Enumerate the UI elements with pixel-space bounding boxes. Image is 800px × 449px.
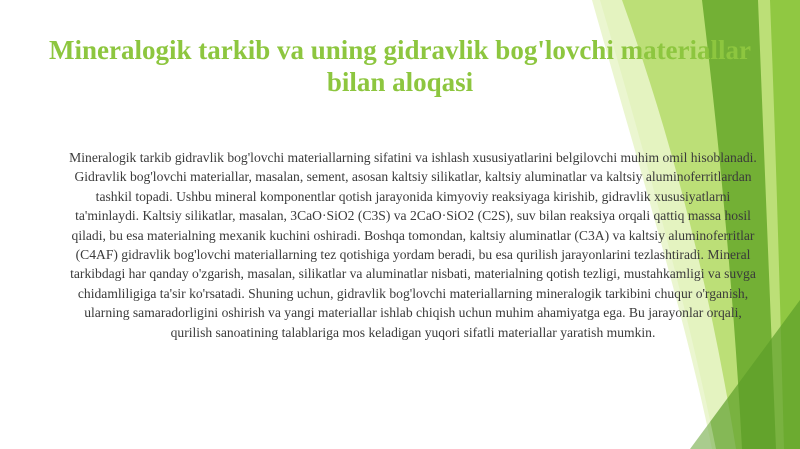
slide-title: Mineralogik tarkib va uning gidravlik bog'lovchi materiallar bilan aloqasi [48,35,752,97]
slide-body-text: Mineralogik tarkib gidravlik bog'lovchi materiallarning sifatini va ishlash xususiyatlarini belgilovchi muhim omil hisoblanadi. Gidravlik bog'lovchi materiallar, masalan, sement, asosan kaltsiy silikatlar, kaltsiy aluminatlar va kaltsiy aluminoferritlardan tashkil topadi. Ushbu mineral komponentlar qotish jarayonida kimyoviy reaksiyaga kirishib, gidravlik xususiyatlarni ta'minlaydi. Kaltsiy silikatlar, masalan, 3CaO·SiO2 (C3S) va 2CaO·SiO2 (C2S), suv bilan reaksiya orqali qattiq massa hosil qiladi, bu esa materialning mexanik kuchini oshiradi. Boshqa tomondan, kaltsiy aluminatlar (C3A) va kaltsiy aluminoferritlar (C4AF) gidravlik bog'lovchi materiallarning tez qotishiga yordam beradi, bu esa qurilish jarayonlarini tezlashtiradi. Mineral tarkibdagi har qanday o'zgarish, masalan, silikatlar va aluminatlar nisbati, materialning qotish tezligi, mustahkamligi va suvga chidamliligiga ta'sir ko'rsatadi. Shuning uchun, gidravlik bog'lovchi materiallarning mineralogik tarkibini chuqur o'rganish, ularning samaradorligini oshirish va yangi materiallar ishlab chiqish uchun muhim ahamiyatga ega. Bu jarayonlar orqali, qurilish sanoatining talablariga mos keladigan yuqori sifatli materiallar yaratish mumkin. [69,150,757,340]
